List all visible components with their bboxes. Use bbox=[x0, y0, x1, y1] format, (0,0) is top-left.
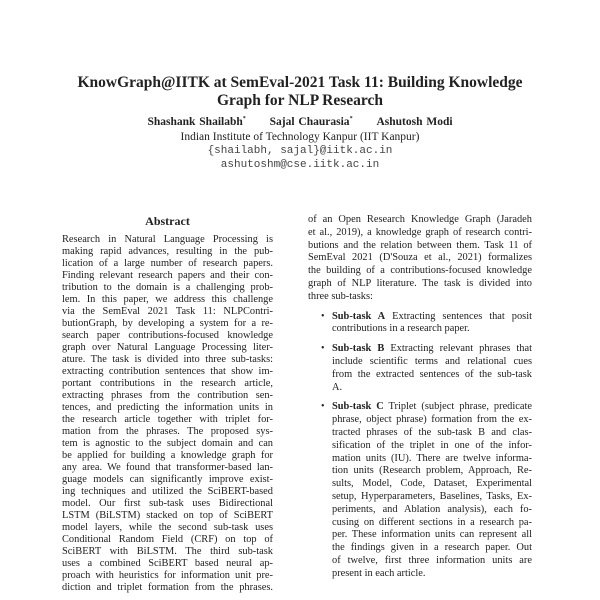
subtask-line: mation units (IU). There are twelve informa- bbox=[332, 452, 532, 464]
subtask-line: from the extracted sentences of the sub-task bbox=[332, 368, 532, 380]
subtask-line: sification of the triplet in one of the infor- bbox=[332, 439, 532, 451]
subtask-line: present in each article. bbox=[332, 567, 426, 579]
intro-line: butions and the relation between them. Task 11 of bbox=[308, 239, 532, 251]
subtask-line: contributions in a research paper. bbox=[332, 323, 470, 335]
subtask-line: tion units (Research problem, Approach, Re- bbox=[332, 465, 532, 477]
abstract-line: the research article together with triplet for- bbox=[62, 414, 273, 425]
subtask-line: tracted phrases of the sub-task B and clas- bbox=[332, 427, 532, 438]
subtask-line: include scientific terms and relational cues bbox=[332, 356, 532, 367]
abstract-line: model. Our first sub-task uses Bidirectional bbox=[62, 498, 273, 509]
author-mark: * bbox=[242, 116, 246, 123]
author-name: Ashutosh Modi bbox=[376, 116, 453, 128]
abstract-line: butionGraph, by developing a system for a re- bbox=[62, 318, 273, 329]
subtask-line: of twelve, first three information units are bbox=[332, 555, 532, 566]
subtask-line: periments, and Ablation analysis), each fo- bbox=[332, 503, 532, 515]
email-line-2: ashutoshm@cse.iitk.ac.in bbox=[220, 159, 380, 171]
author-list bbox=[0, 116, 600, 128]
abstract-line: Research in Natural Language Processing is bbox=[62, 234, 273, 245]
subtask-line: phrase, object phrase) formation from the ex- bbox=[332, 414, 532, 426]
abstract-line: Conditional Random Field (CRF) on top of bbox=[62, 534, 273, 545]
intro-line: graph of NLP literature. The task is divided into bbox=[308, 278, 532, 289]
abstract-line: model layers, while the second sub-task uses bbox=[62, 522, 273, 533]
paper-title-line-2: Graph for NLP Research bbox=[216, 92, 384, 109]
subtask-line: Sub-task A Extracting sentences that posit bbox=[332, 310, 532, 322]
author bbox=[270, 116, 353, 128]
abstract-line: via the SemEval 2021 Task 11: NLPContri- bbox=[62, 306, 273, 317]
abstract-line: ature. The task is divided into three sub-tasks: bbox=[62, 354, 273, 365]
abstract-line: tem is agnostic to the subject domain and can bbox=[62, 438, 273, 449]
subtask-line: per. These information units can represent all bbox=[332, 529, 532, 541]
abstract-line: ing techniques and utilized the SciBERT-based bbox=[62, 486, 273, 497]
intro-line: of an Open Research Knowledge Graph (Jaradeh bbox=[308, 214, 532, 225]
abstract-line: extracting contribution sentences that show im- bbox=[62, 366, 273, 377]
abstract-line: portant contributions in the research article, bbox=[62, 378, 273, 389]
subtask-line: Sub-task B Extracting relevant phrases that bbox=[332, 343, 532, 355]
intro-line: three sub-tasks: bbox=[308, 290, 373, 302]
intro-line: the building of a contributions-focused knowledge bbox=[308, 265, 532, 277]
subtask-line: setup, Hyperparameters, Baselines, Tasks, Ex- bbox=[332, 491, 532, 502]
abstract-line: LSTM (BiLSTM) stacked on top of SciBERT bbox=[62, 510, 273, 521]
affiliation: Indian Institute of Technology Kanpur (IIT Kanpur) bbox=[180, 131, 420, 143]
abstract-heading: Abstract bbox=[145, 214, 190, 228]
bullet-icon: • bbox=[321, 343, 325, 355]
author-name: Shashank Shailabh bbox=[147, 116, 243, 128]
abstract-line: guage models can significantly improve exist- bbox=[62, 474, 273, 485]
abstract-line: SciBERT with BiLSTM. The third sub-task bbox=[62, 546, 273, 557]
author-mark: * bbox=[349, 116, 353, 123]
abstract-line: diction and triplet formation from the phrases. bbox=[62, 582, 273, 593]
abstract-line: making rapid advances, resulting in the pub- bbox=[62, 246, 273, 257]
abstract-line: search paper contributions-focused knowledge bbox=[62, 330, 273, 341]
abstract-line: mation from the phrases. The proposed sys- bbox=[62, 426, 273, 437]
subtask-line: cusing on different sections in a research pa- bbox=[332, 516, 532, 528]
subtask-line: Sub-task C Triplet (subject phrase, predicate bbox=[332, 401, 532, 413]
author-name: Sajal Chaurasia bbox=[269, 116, 350, 128]
bullet-icon: • bbox=[321, 401, 325, 413]
abstract-line: lication of a large number of research papers. bbox=[62, 258, 273, 269]
intro-line: et al., 2019), a knowledge graph of research contri- bbox=[308, 226, 532, 238]
email-line-1: {shailabh, sajal}@iitk.ac.in bbox=[207, 145, 393, 157]
intro-line: SemEval 2021 (D'Souza et al., 2021) formalizes bbox=[308, 252, 532, 264]
subtask-label: Sub-task B bbox=[332, 343, 385, 355]
subtask-line: the findings given in a research paper. Out bbox=[332, 542, 532, 554]
subtask-line: sults, Model, Code, Dataset, Experimental bbox=[332, 478, 532, 490]
abstract-line: lem. In this paper, we address this challenge bbox=[62, 294, 273, 305]
abstract-line: tences, and predicting the information units in bbox=[62, 402, 273, 413]
abstract-line: Finding relevant research papers and their con- bbox=[62, 270, 273, 281]
abstract-line: uses a combined SciBERT based neural ap- bbox=[62, 558, 273, 569]
abstract-line: graph over Natural Language Processing liter- bbox=[62, 342, 273, 353]
subtask-line: A. bbox=[332, 381, 343, 393]
author bbox=[376, 116, 452, 128]
author bbox=[147, 116, 245, 128]
subtask-label: Sub-task A bbox=[332, 310, 386, 322]
abstract-line: proach with heuristics for information unit pre- bbox=[62, 570, 273, 581]
subtask-label: Sub-task C bbox=[332, 401, 384, 413]
abstract-line: any area. We found that transformer-based lan- bbox=[62, 462, 273, 473]
bullet-icon: • bbox=[321, 310, 325, 322]
abstract-line: tribution to the domain is a challenging prob- bbox=[62, 282, 273, 293]
paper-title-line-1: KnowGraph@IITK at SemEval-2021 Task 11: Building Knowledge bbox=[77, 74, 523, 91]
abstract-line: extracting phrases from the contribution sen- bbox=[62, 390, 273, 401]
abstract-line: be applied for building a knowledge graph for bbox=[62, 450, 273, 461]
